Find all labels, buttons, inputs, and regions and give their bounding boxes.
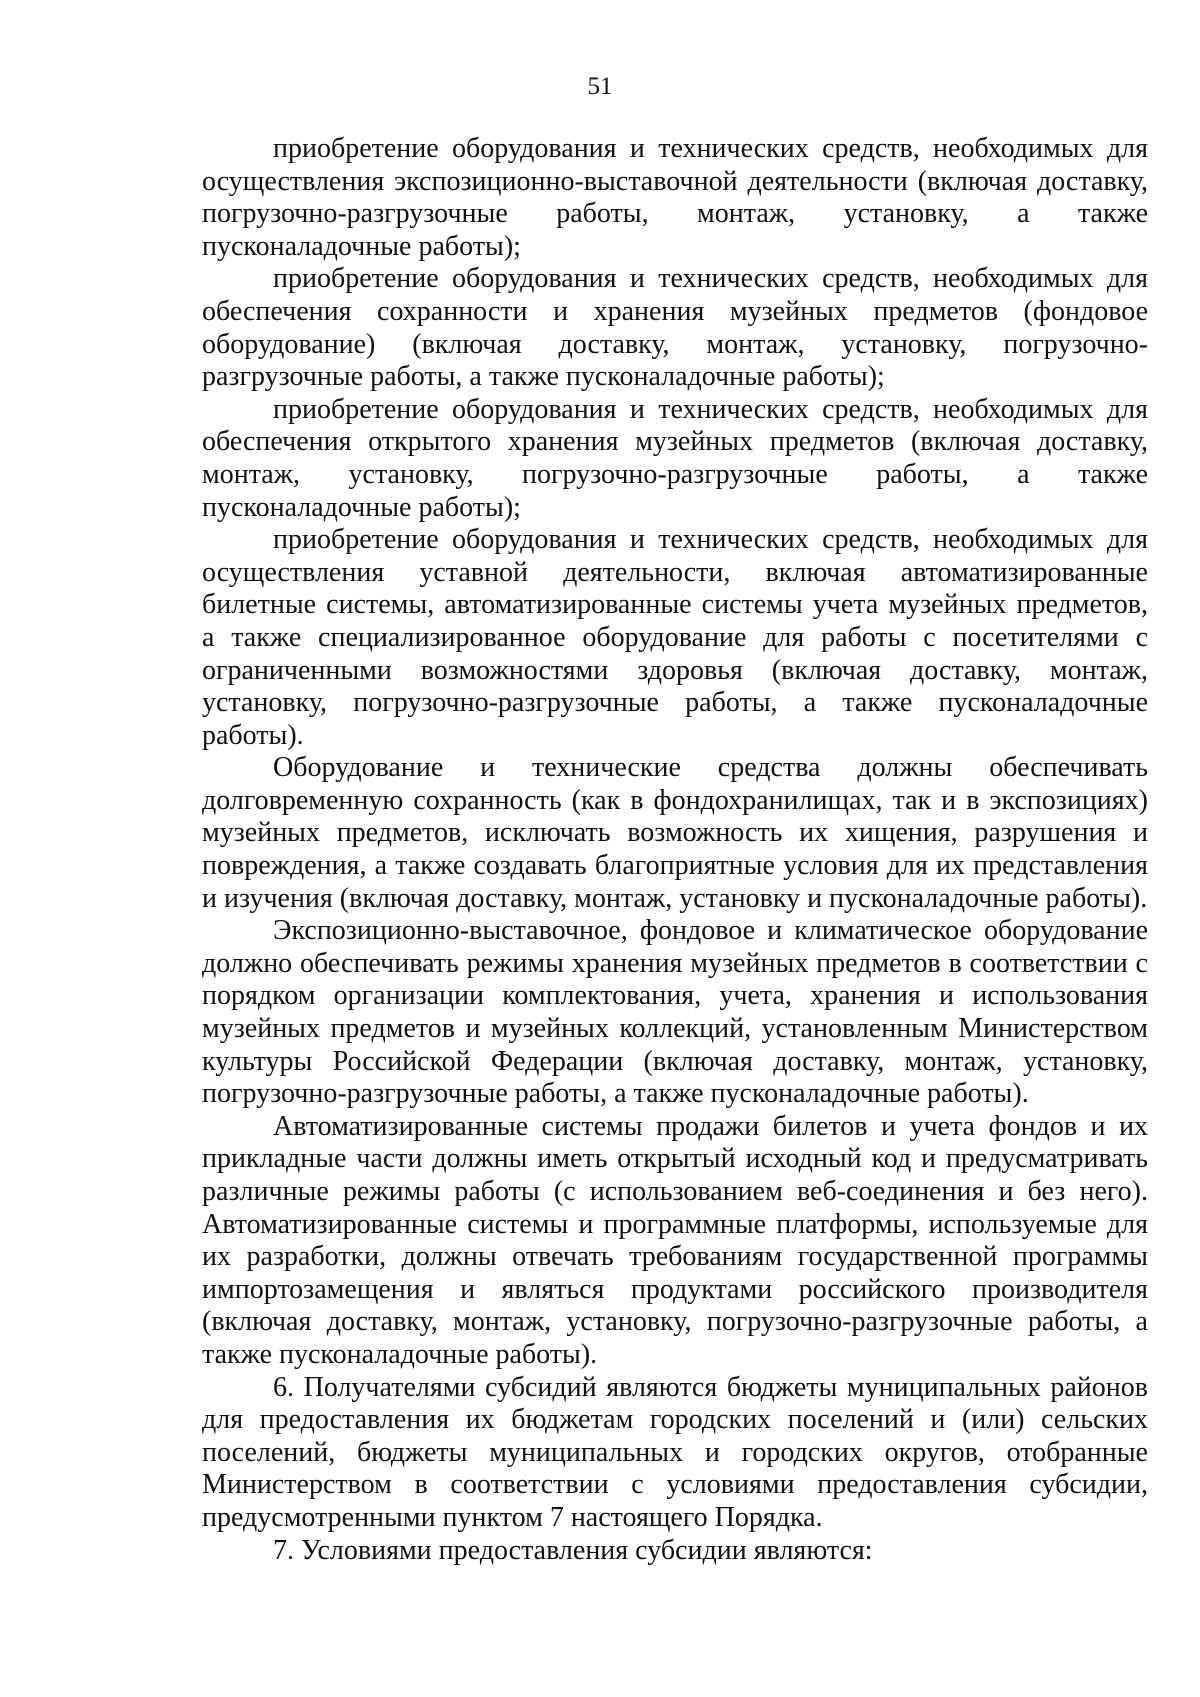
paragraph-statutory-activity-equipment: приобретение оборудования и технических средств, необходимых для осуществления уставной деятельности, включая автоматизированные билетные системы, автоматизированные системы учета музейных предметов, а также специализированное оборудование для работы с посетителями с ограниченными возможностями здоровья (включая доставку, монтаж, установку, погрузочно-разгрузочные работы, а также пусконаладочные работы). [202,524,1148,751]
paragraph-climate-equipment: Экспозиционно-выставочное, фондовое и климатическое оборудование должно обеспечивать режимы хранения музейных предметов в соответствии с порядком организации комплектования, учета, хранения и использования музейных предметов и музейных коллекций, установленным Министерством культуры Российской Федерации (включая доставку, монтаж, установку, погрузочно-разгрузочные работы, а также пусконаладочные работы). [202,915,1148,1110]
paragraph-item-6-recipients: 6. Получателями субсидий являются бюджеты муниципальных районов для предоставления их бюджетам городских поселений и (или) сельских поселений, бюджеты муниципальных и городских округов, отобранные Министерством в соответствии с условиями предоставления субсидии, предусмотренными пунктом 7 настоящего Порядка. [202,1371,1148,1533]
paragraph-open-storage-equipment: приобретение оборудования и технических средств, необходимых для обеспечения открытого хранения музейных предметов (включая доставку, монтаж, установку, погрузочно-разгрузочные работы, а также пусконаладочные работы); [202,393,1148,523]
document-body [202,133,1148,1567]
page-number: 51 [587,73,613,100]
paragraph-item-7-conditions: 7. Условиями предоставления субсидии являются: [273,1534,873,1566]
paragraph-automated-systems: Автоматизированные системы продажи билетов и учета фондов и их прикладные части должны иметь открытый исходный код и предусматривать различные режимы работы (с использованием веб-соединения и без него). Автоматизированные системы и программные платформы, используемые для их разработки, должны отвечать требованиям государственной программы импортозамещения и являться продуктами российского производителя (включая доставку, монтаж, установку, погрузочно-разгрузочные работы, а также пусконаладочные работы). [202,1110,1148,1370]
paragraph-exhibition-equipment: приобретение оборудования и технических средств, необходимых для осуществления экспозиционно-выставочной деятельности (включая доставку, погрузочно-разгрузочные работы, монтаж, установку, а также пусконаладочные работы); [202,133,1148,262]
paragraph-equipment-requirements: Оборудование и технические средства должны обеспечивать долговременную сохранность (как в фондохранилищах, так и в экспозициях) музейных предметов, исключать возможность их хищения, разрушения и повреждения, а также создавать благоприятные условия для их представления и изучения (включая доставку, монтаж, установку и пусконаладочные работы). [202,752,1148,914]
paragraph-storage-equipment: приобретение оборудования и технических средств, необходимых для обеспечения сохранности и хранения музейных предметов (фондовое оборудование) (включая доставку, монтаж, установку, погрузочно-разгрузочные работы, а также пусконаладочные работы); [202,263,1148,393]
